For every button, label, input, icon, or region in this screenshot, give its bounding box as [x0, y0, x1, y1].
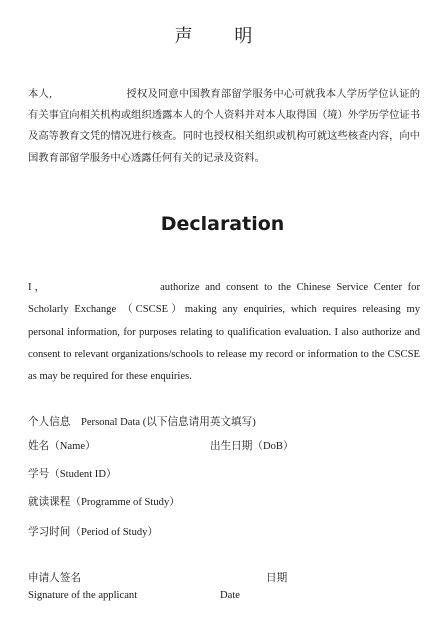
date-label-en: Date: [220, 590, 240, 601]
chinese-title: 声 明: [174, 26, 271, 47]
student-id-field-label: 学号（Student ID）: [28, 469, 117, 480]
english-declaration-paragraph: [28, 277, 420, 388]
chinese-lead: 本人,: [28, 88, 53, 100]
declaration-title: Declaration: [160, 213, 285, 235]
programme-field-label: 就读课程（Programme of Study）: [28, 497, 180, 508]
name-field-label: 姓名（Name）: [28, 441, 96, 452]
english-lead: I，: [28, 282, 49, 293]
dob-field-label: 出生日期（DoB）: [210, 441, 294, 452]
period-field-label: 学习时间（Period of Study）: [28, 527, 159, 538]
signature-label-en: Signature of the applicant: [28, 590, 138, 601]
personal-data-heading: 个人信息 Personal Data (以下信息请用英文填写): [28, 417, 256, 428]
signature-label-cn: 申请人签名: [28, 573, 81, 584]
chinese-declaration-paragraph: [28, 84, 420, 169]
date-label-cn: 日期: [266, 573, 288, 584]
chinese-body: 授权及同意中国教育部留学服务中心可就我本人学历学位认证的有关事宜向相关机构或组织透露本人的个人资料并对本人取得国（境）外学历学位证书及高等教育文凭的情况进行核查。同时也授权相关组织或机构可就这些核查内容，向中国教育部留学服务中心透露任何有关的记录及资料。: [28, 88, 421, 164]
english-body: authorize and consent to the Chinese Service Center for Scholarly Exchange （CSCSE）making any enquiries, which requires releasing my personal information, for purposes relating to qualification evaluation. I also authorize and consent to relevant organizations/schools to release my record or information to the CSCSE as may be required for these enquiries.: [28, 282, 420, 383]
